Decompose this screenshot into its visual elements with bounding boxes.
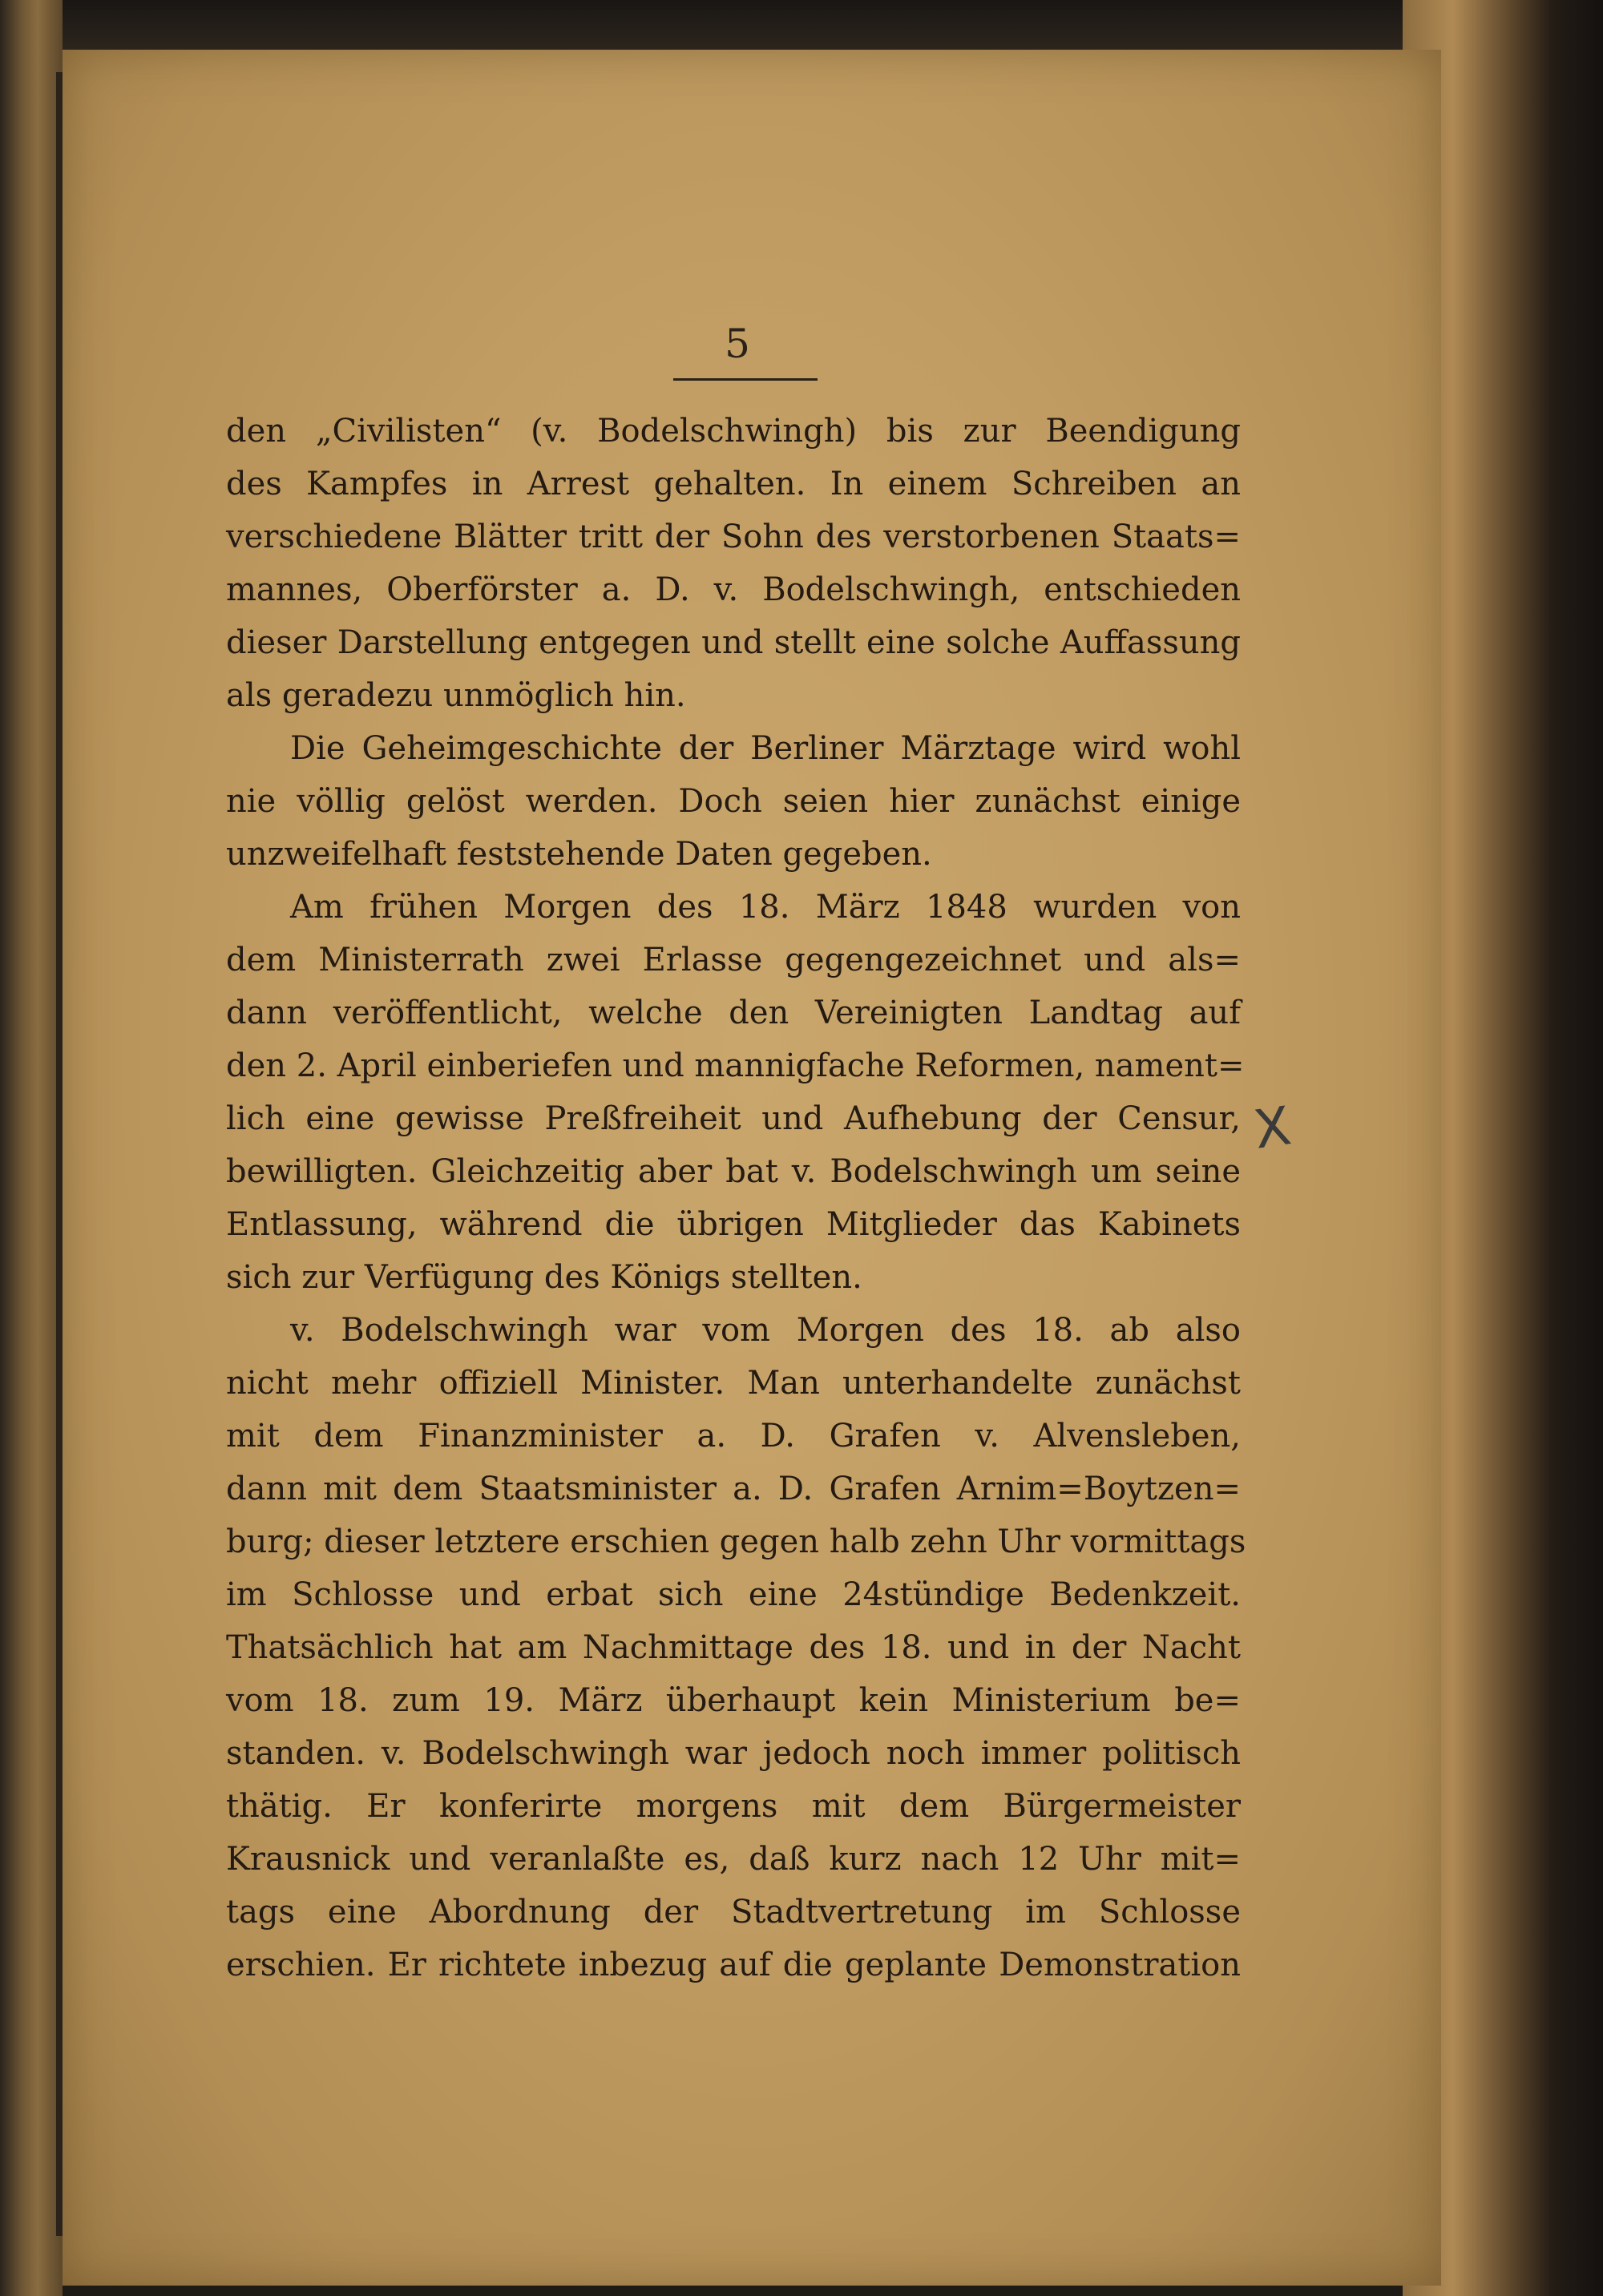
text-line: Entlassung, während die übrigen Mitglieder das Kabinets (226, 1206, 1241, 1243)
text-line: verschiedene Blätter tritt der Sohn des verstorbenen Staats= (226, 519, 1241, 555)
text-line: den 2. April einberiefen und mannigfache Reformen, nament= (226, 1047, 1245, 1084)
body-text (226, 405, 1246, 1991)
text-line: als geradezu unmöglich hin. (226, 677, 686, 714)
page-number: 5 (725, 321, 750, 367)
book-binding-left (0, 0, 63, 2296)
text-line: dieser Darstellung entgegen und stellt eine solche Auffassung (226, 624, 1241, 661)
text-line: nicht mehr offiziell Minister. Man unterhandelte zunächst (226, 1365, 1241, 1402)
text-line: dann mit dem Staatsminister a. D. Grafen Arnim=Boytzen= (226, 1471, 1241, 1507)
handwritten-margin-mark: X (1250, 1095, 1295, 1161)
page-number-rule (673, 378, 818, 381)
text-line: im Schlosse und erbat sich eine 24stündige Bedenkzeit. (226, 1576, 1241, 1613)
text-line: bewilligten. Gleichzeitig aber bat v. Bodelschwingh um seine (226, 1153, 1241, 1190)
text-line: sich zur Verfügung des Königs stellten. (226, 1259, 862, 1296)
text-line: den „Civilisten“ (v. Bodelschwingh) bis zur Beendigung (226, 413, 1241, 450)
text-line: Thatsächlich hat am Nachmittage des 18. und in der Nacht (226, 1629, 1241, 1666)
text-line: lich eine gewisse Preßfreiheit und Aufhebung der Censur, (226, 1100, 1241, 1137)
text-line: dem Ministerrath zwei Erlasse gegengezeichnet und als= (226, 942, 1241, 979)
text-line: v. Bodelschwingh war vom Morgen des 18. ab also (290, 1312, 1241, 1349)
text-line: mit dem Finanzminister a. D. Grafen v. Alvensleben, (226, 1418, 1241, 1455)
text-line: unzweifelhaft feststehende Daten gegeben. (226, 836, 932, 873)
text-line: Die Geheimgeschichte der Berliner Märztage wird wohl (290, 730, 1241, 767)
text-line: Am frühen Morgen des 18. März 1848 wurden von (290, 889, 1241, 926)
text-line: Krausnick und veranlaßte es, daß kurz nach 12 Uhr mit= (226, 1841, 1241, 1878)
scan-top-background (0, 0, 1603, 50)
text-line: vom 18. zum 19. März überhaupt kein Ministerium be= (226, 1682, 1241, 1719)
text-line: nie völlig gelöst werden. Doch seien hier zunächst einige (226, 783, 1241, 820)
text-line: des Kampfes in Arrest gehalten. In einem Schreiben an (226, 466, 1241, 502)
text-line: erschien. Er richtete inbezug auf die geplante Demonstration (226, 1947, 1241, 1983)
text-line: tags eine Abordnung der Stadtvertretung im Schlosse (226, 1894, 1241, 1931)
text-line: burg; dieser letztere erschien gegen halb zehn Uhr vormittags (226, 1523, 1246, 1560)
text-line: dann veröffentlicht, welche den Vereinigten Landtag auf (226, 995, 1241, 1031)
text-line: thätig. Er konferirte morgens mit dem Bürgermeister (226, 1788, 1241, 1825)
text-line: mannes, Oberförster a. D. v. Bodelschwingh, entschieden (226, 571, 1241, 608)
text-line: standen. v. Bodelschwingh war jedoch noch immer politisch (226, 1735, 1241, 1772)
